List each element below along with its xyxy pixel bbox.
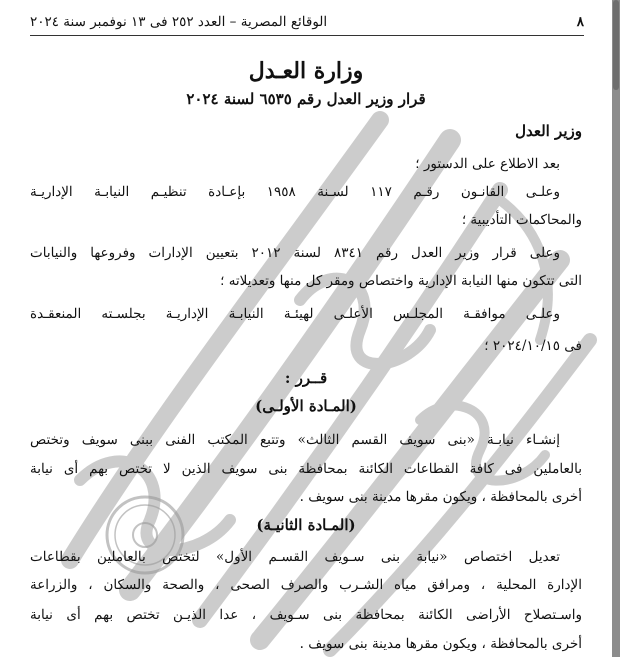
article-2-line: الإدارة المحلية ، ومرافق مياه الشـرب والصرف الصحى ، والصحة والسكان ، والزراعة — [30, 577, 582, 593]
preamble-line: وعلـى القانـون رقـم ١١٧ لسـنة ١٩٥٨ بإعـادة تنظيـم النيابـة الإداريـة — [30, 184, 560, 200]
preamble-line: التى تتكون منها النيابة الإدارية واختصاص ومقر كل منها وتعديلاته ؛ — [220, 273, 582, 289]
article-2-line: تعديل اختصاص «نيابة بنى سـويف القسـم الأول» لتختص بالعاملين بقطاعات — [30, 549, 560, 565]
preamble-line: وعلى قرار وزير العدل رقم ٨٣٤١ لسنة ٢٠١٢ بتعيين الإدارات وفروعها والنيابات — [30, 245, 560, 261]
article-1-line: بالعاملين فى كافة القطاعات الكائنة بمحافظة بنى سويف الذين لا تختص بهم أى نيابة — [30, 461, 582, 477]
decree-title: قرار وزير العدل رقم ٦٥٣٥ لسنة ٢٠٢٤ — [186, 90, 426, 108]
issuer-heading: وزير العدل — [515, 122, 582, 140]
running-title: الوقائع المصرية – العدد ٢٥٢ فى ١٣ نوفمبر سنة ٢٠٢٤ — [30, 14, 328, 30]
preamble-line: بعد الاطلاع على الدستور ؛ — [415, 156, 560, 172]
scrollbar-thumb[interactable] — [613, 0, 619, 90]
article-2-line: واسـتصلاح الأراضى الكائنة بمحافظة بنى سـويف ، عدا الذيـن تختص بهم أى نيابة — [30, 607, 582, 623]
article-1-line: إنشـاء نيابـة «بنى سويف القسم الثالث» وتتبع المكتب الفنى ببنى سويف وتختص — [30, 432, 560, 448]
page-number: ٨ — [576, 14, 584, 30]
preamble-line: وعلـى موافقـة المجلـس الأعلـى لهيئـة النيابـة الإداريـة بجلسـته المنعقـدة — [30, 306, 560, 322]
article-1-line: أخرى بالمحافظة ، ويكون مقرها مدينة بنى سويف . — [299, 489, 582, 505]
decided-heading: قــرر : — [284, 369, 328, 387]
article-2-title: (المـادة الثانيـة) — [256, 516, 356, 534]
preamble-line: فى ٢٠٢٤/١٠/١٥ ؛ — [484, 338, 582, 354]
preamble-line: والمحاكمات التأديبية ؛ — [461, 212, 582, 228]
article-1-title: (المـادة الأولـى) — [255, 397, 357, 415]
vertical-scrollbar[interactable] — [612, 0, 620, 657]
article-2-line: أخرى بالمحافظة ، ويكون مقرها مدينة بنى سويف . — [299, 636, 582, 652]
running-header — [30, 14, 584, 36]
ministry-heading: وزارة العـدل — [248, 58, 364, 84]
